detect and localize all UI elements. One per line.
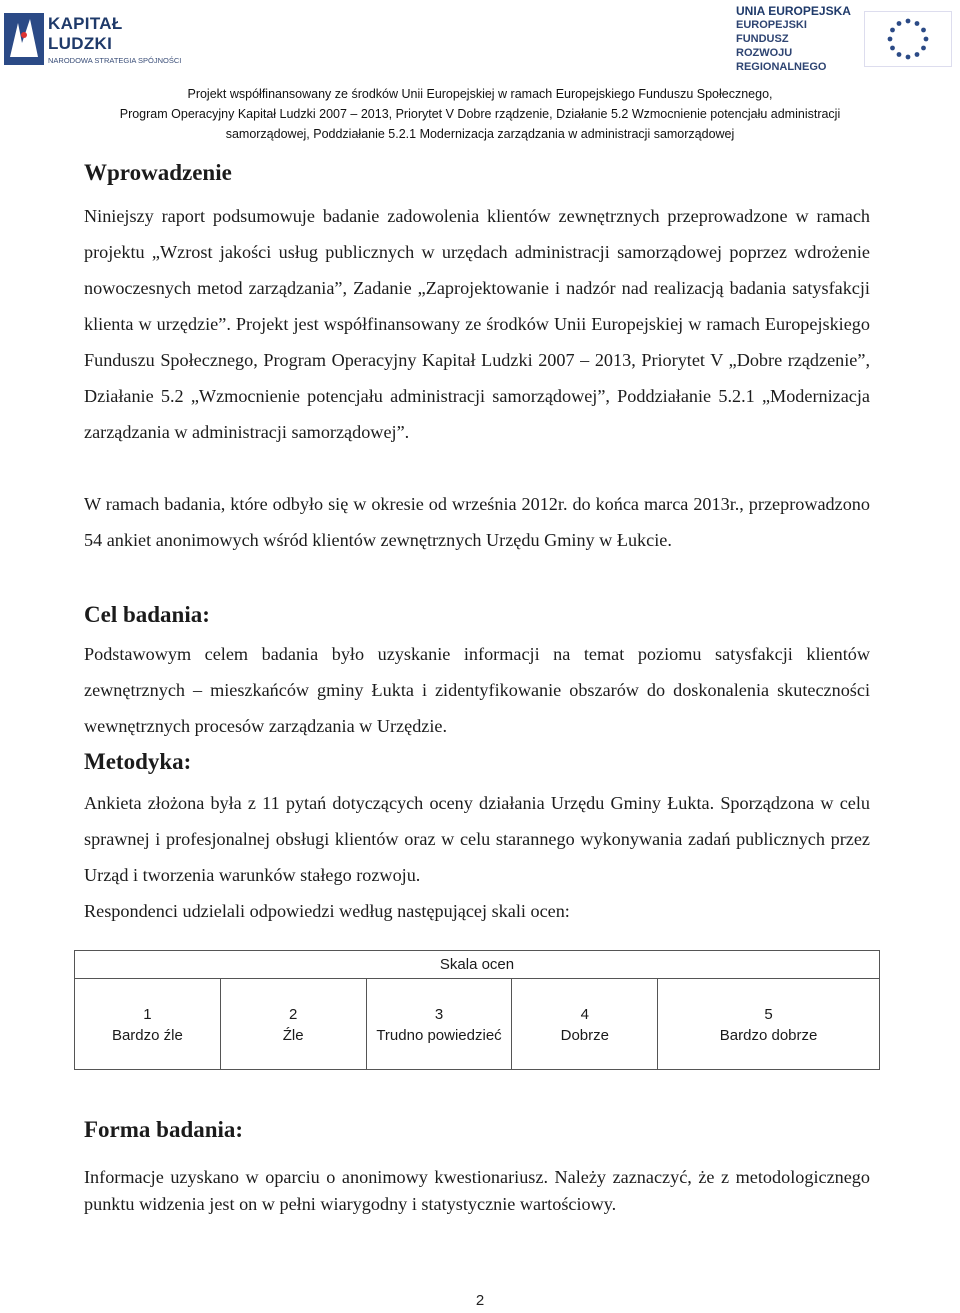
project-header-line: Projekt współfinansowany ze środków Unii Europejskiej w ramach Europejskiego Funduszu Społecznego, — [187, 87, 773, 101]
logo-subtitle: NARODOWA STRATEGIA SPÓJNOŚCI — [48, 55, 182, 65]
rating-label: Źle — [282, 1026, 304, 1044]
goal-paragraph: Podstawowym celem badania było uzyskanie informacji na temat poziomu satysfakcji klientów zewnętrznych – mieszkańców gminy Łukta i zidentyfikowanie obszarów do doskonalenia skuteczności wewnętrznych procesów zarządzania w Urzędzie. — [84, 644, 870, 736]
method-paragraph-2: Respondenci udzielali odpowiedzi według następującej skali ocen: — [84, 901, 570, 921]
kapital-ludzki-logo — [4, 8, 182, 70]
project-header — [0, 84, 960, 144]
rating-label: Bardzo źle — [111, 1026, 183, 1044]
intro-paragraph-1: Niniejszy raport podsumowuje badanie zadowolenia klientów zewnętrznych przeprowadzone w ramach projektu „Wzrost jakości usług publicznych w urzędach administracji samorządowej poprzez wdrożenie nowoczesnych metod zarządzania”, Zadanie „Zaprojektowanie i nadzór nad realizacją badania satysfakcji klienta w urzędzie”. Projekt jest współfinansowany ze środków Unii Europejskiej w ramach Europejskiego Funduszu Społecznego, Program Operacyjny Kapitał Ludzki 2007 – 2013, Priorytet V „Dobre rządzenie”, Działanie 5.2 „Wzmocnienie potencjału administracji samorządowej”, Poddziałanie 5.2.1 „Modernizacja zarządzania w administracji samorządowej”. — [84, 206, 870, 442]
rating-number: 4 — [580, 1005, 589, 1023]
rating-scale-title: Skala ocen — [75, 951, 879, 979]
kapital-ludzki-emblem-icon — [4, 13, 44, 65]
rating-scale-cell — [512, 979, 658, 1070]
rating-scale-cell — [658, 979, 879, 1070]
rating-scale-cell — [221, 979, 367, 1070]
rating-number: 1 — [143, 1005, 152, 1023]
rating-scale-cell — [75, 979, 221, 1070]
method-heading: Metodyka: — [84, 749, 192, 774]
eu-logo-line3: ROZWOJU REGIONALNEGO — [736, 47, 827, 73]
eu-logo — [736, 6, 952, 72]
rating-label: Bardzo dobrze — [719, 1026, 818, 1044]
intro-paragraph-2: W ramach badania, które odbyło się w okresie od września 2012r. do końca marca 2013r., przeprowadzono 54 ankiet anonimowych wśród klientów zewnętrznych Urzędu Gminy w Łukcie. — [84, 494, 870, 550]
eu-flag-icon — [864, 11, 952, 67]
form-heading: Forma badania: — [84, 1117, 244, 1142]
logo-title: KAPITAŁ LUDZKI — [48, 13, 123, 53]
rating-label: Dobrze — [560, 1026, 609, 1044]
page-number: 2 — [475, 1292, 485, 1309]
rating-scale-table — [74, 950, 880, 1070]
rating-number: 2 — [289, 1005, 298, 1023]
rating-label: Trudno powiedzieć — [376, 1026, 502, 1044]
project-header-line: Program Operacyjny Kapitał Ludzki 2007 – 2013, Priorytet V Dobre rządzenie, Działanie 5.2 Wzmocnienie potencjału administracji — [119, 107, 841, 121]
eu-logo-line2: EUROPEJSKI FUNDUSZ — [736, 19, 807, 45]
method-paragraph-1: Ankieta złożona była z 11 pytań dotyczących oceny działania Urzędu Gminy Łukta. Sporządzona w celu sprawnej i profesjonalnej obsługi klientów oraz w celu starannego wykonywania zadań publicznych przez Urząd i tworzenia warunków stałego rozwoju. — [84, 793, 870, 885]
rating-scale-row — [75, 979, 879, 1070]
intro-heading: Wprowadzenie — [84, 160, 232, 185]
rating-number: 3 — [434, 1005, 444, 1023]
project-header-line: samorządowej, Poddziałanie 5.2.1 Modernizacja zarządzania w administracji samorządowej — [225, 127, 735, 141]
rating-scale-cell — [367, 979, 513, 1070]
eu-logo-line1: UNIA EUROPEJSKA — [736, 4, 851, 18]
form-paragraph: Informacje uzyskano w oparciu o anonimowy kwestionariusz. Należy zaznaczyć, że z metodologicznego punktu widzenia jest on w pełni wiarygodny i statystycznie wartościowy. — [84, 1167, 870, 1214]
rating-number: 5 — [764, 1005, 773, 1023]
goal-heading: Cel badania: — [84, 602, 210, 627]
